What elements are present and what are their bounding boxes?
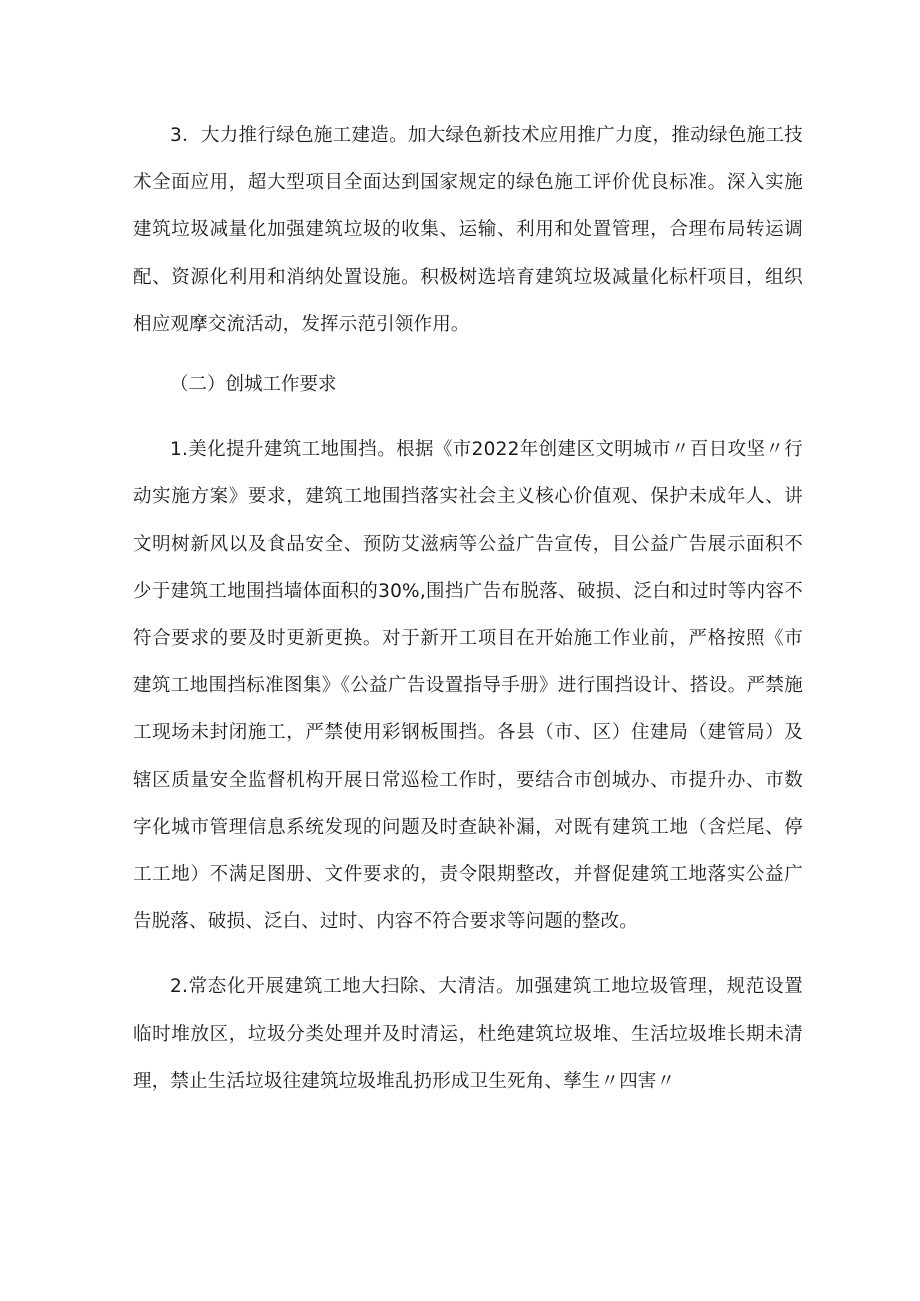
paragraph-spacer <box>133 408 803 426</box>
section-heading-city-creation: （二）创城工作要求 <box>170 374 337 396</box>
paragraph-hoarding-upgrade: 1.美化提升建筑工地围挡。根据《市2022年创建区文明城市〃百日攻坚〃行动实施方案》要求，建筑工地围挡落实社会主义核心价值观、保护未成年人、讲文明树新风以及食品安全、预防艾滋病等公益广告宣传，目公益广告展示面积不少于建筑工地围挡墙体面积的30%,围挡广告布脱落、破损、泛白和过时等内容不符合要求的要及时更新更换。对于新开工项目在开始施工作业前，严格按照《市建筑工地围挡标准图集》《公益广告设置指导手册》进行围挡设计、搭设。严禁施工现场未封闭施工，严禁使用彩钢板围挡。各县（市、区）住建局（建管局）及辖区质量安全监督机构开展日常巡检工作时，要结合市创城办、市提升办、市数字化城市管理信息系统发现的问题及时查缺补漏，对既有建筑工地（含烂尾、停工工地）不满足图册、文件要求的，责令限期整改，并督促建筑工地落实公益广告脱落、破损、泛白、过时、内容不符合要求等问题的整改。 <box>133 439 803 933</box>
paragraph-site-cleaning: 2.常态化开展建筑工地大扫除、大清洁。加强建筑工地垃圾管理，规范设置临时堆放区，垃圾分类处理并及时清运，杜绝建筑垃圾堆、生活垃圾堆长期未清理，禁止生活垃圾往建筑垃圾堆乱扔形成卫生死角、孳生〃四害〃 <box>133 976 803 1092</box>
paragraph-spacer <box>133 945 803 963</box>
paragraph-spacer <box>133 348 803 361</box>
document-body <box>133 112 803 1105</box>
paragraph-green-construction: 3．大力推行绿色施工建造。加大绿色新技术应用推广力度，推动绿色施工技术全面应用，超大型项目全面达到国家规定的绿色施工评价优良标准。深入实施建筑垃圾减量化加强建筑垃圾的收集、运输、利用和处置管理，合理布局转运调配、资源化利用和消纳处置设施。积极树选培育建筑垃圾减量化标杆项目，组织相应观摩交流活动，发挥示范引领作用。 <box>133 125 803 335</box>
